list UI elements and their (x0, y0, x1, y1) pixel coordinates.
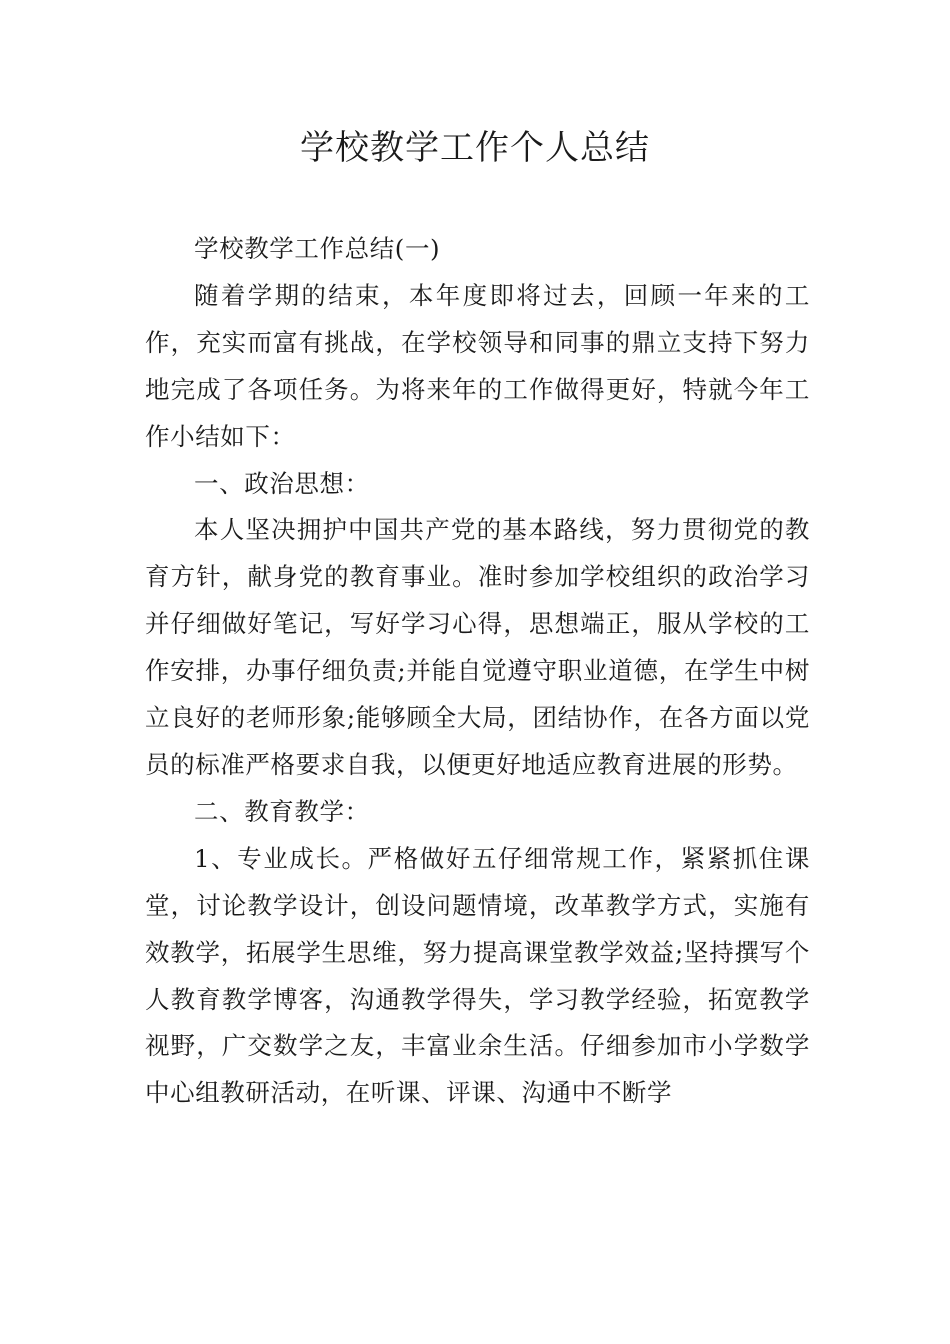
section-heading-politics: 一、政治思想： (194, 468, 370, 498)
intro-paragraph: 随着学期的结束，本年度即将过去，回顾一年来的工作，充实而富有挑战，在学校领导和同事的鼎立支持下努力地完成了各项任务。为将来年的工作做得更好，特就今年工作小结如下： (145, 280, 810, 451)
section-heading-teaching: 二、教育教学： (194, 796, 370, 826)
document-body (145, 226, 810, 1117)
politics-paragraph: 本人坚决拥护中国共产党的基本路线，努力贯彻党的教育方针，献身党的教育事业。准时参加学校组织的政治学习并仔细做好笔记，写好学习心得，思想端正，服从学校的工作安排，办事仔细负责;并能自觉遵守职业道德，在学生中树立良好的老师形象;能够顾全大局，团结协作，在各方面以党员的标准严格要求自我，以便更好地适应教育进展的形势。 (145, 515, 810, 779)
professional-growth-paragraph: 1、专业成长。严格做好五仔细常规工作，紧紧抓住课堂，讨论教学设计，创设问题情境，改革教学方式，实施有效教学，拓展学生思维，努力提高课堂教学效益;坚持撰写个人教育教学博客，沟通教学得失，学习教学经验，拓宽教学视野，广交数学之友，丰富业余生活。仔细参加市小学数学中心组教研活动，在听课、评课、沟通中不断学 (145, 843, 810, 1108)
section-heading-summary-one: 学校教学工作总结(一) (194, 234, 441, 263)
document-title: 学校教学工作个人总结 (300, 128, 650, 168)
